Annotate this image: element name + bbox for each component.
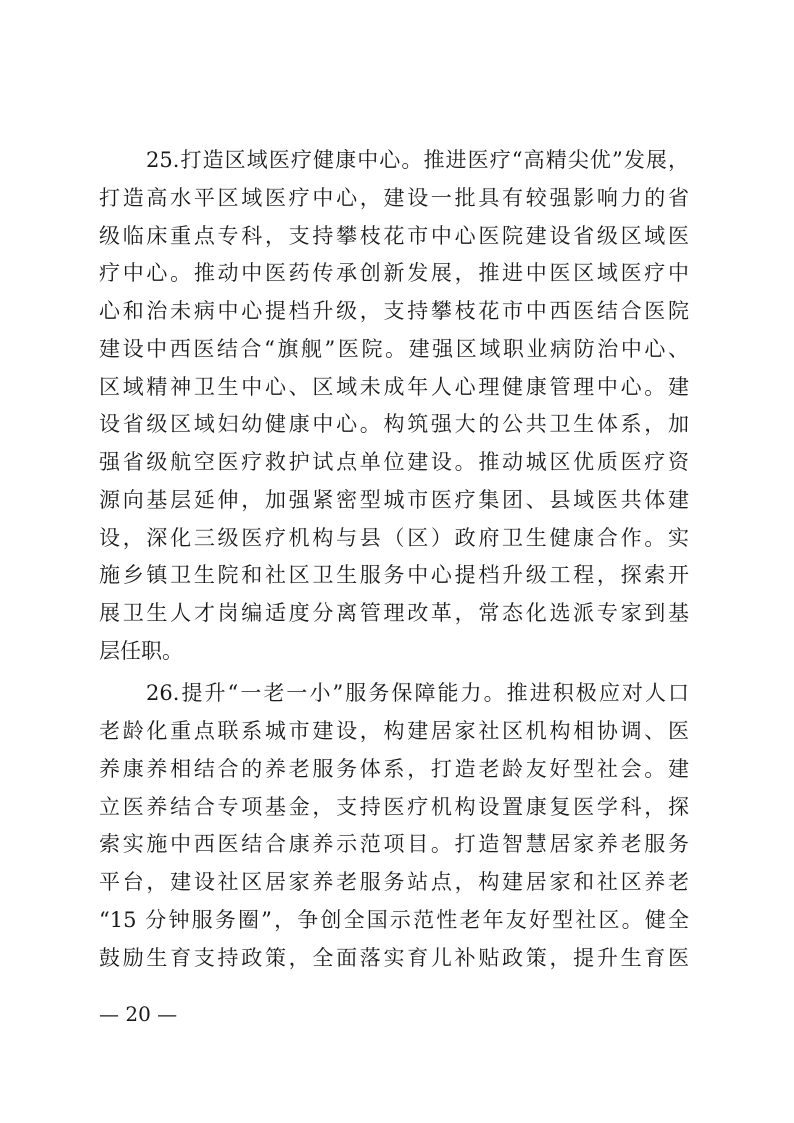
text-line: 疗中心。推动中医药传承创新发展，推进中医区域医疗中 <box>99 261 689 285</box>
text-line: 鼓励生育支持政策，全面落实育儿补贴政策，提升生育医 <box>99 946 689 970</box>
text-line: 区域精神卫生中心、区域未成年人心理健康管理中心。建 <box>99 375 689 399</box>
page-number: — 20 — <box>99 1002 178 1026</box>
text-line: 设，深化三级医疗机构与县（区）政府卫生健康合作。实 <box>99 526 689 550</box>
text-line: 养康养相结合的养老服务体系，打造老龄友好型社会。建 <box>99 757 689 781</box>
text-line: 平台，建设社区居家养老服务站点，构建居家和社区养老 <box>99 870 689 894</box>
text-line: 26.提升“一老一小”服务保障能力。推进积极应对人口 <box>146 681 689 705</box>
text-line: 打造高水平区域医疗中心，建设一批具有较强影响力的省 <box>99 186 689 210</box>
text-line: 设省级区域妇幼健康中心。构筑强大的公共卫生体系，加 <box>99 412 689 436</box>
text-line: 索实施中西医结合康养示范项目。打造智慧居家养老服务 <box>99 832 689 856</box>
text-line: 强省级航空医疗救护试点单位建设。推动城区优质医疗资 <box>99 450 689 474</box>
text-line: 级临床重点专科，支持攀枝花市中心医院建设省级区域医 <box>99 224 689 248</box>
text-line: 立医养结合专项基金，支持医疗机构设置康复医学科，探 <box>99 795 689 819</box>
text-line: 源向基层延伸，加强紧密型城市医疗集团、县域医共体建 <box>99 488 689 512</box>
text-line: 25.打造区域医疗健康中心。推进医疗“高精尖优”发展， <box>146 148 689 172</box>
text-line: 施乡镇卫生院和社区卫生服务中心提档升级工程，探索开 <box>99 563 689 587</box>
text-line: 展卫生人才岗编适度分离管理改革，常态化选派专家到基 <box>99 601 689 625</box>
text-line: 老龄化重点联系城市建设，构建居家社区机构相协调、医 <box>99 719 689 743</box>
text-line: 心和治未病中心提档升级，支持攀枝花市中西医结合医院 <box>99 299 689 323</box>
text-line: 层任职。 <box>99 639 183 663</box>
text-line: 建设中西医结合“旗舰”医院。建强区域职业病防治中心、 <box>99 337 689 361</box>
text-line: “15 分钟服务圈”，争创全国示范性老年友好型社区。健全 <box>99 908 689 932</box>
